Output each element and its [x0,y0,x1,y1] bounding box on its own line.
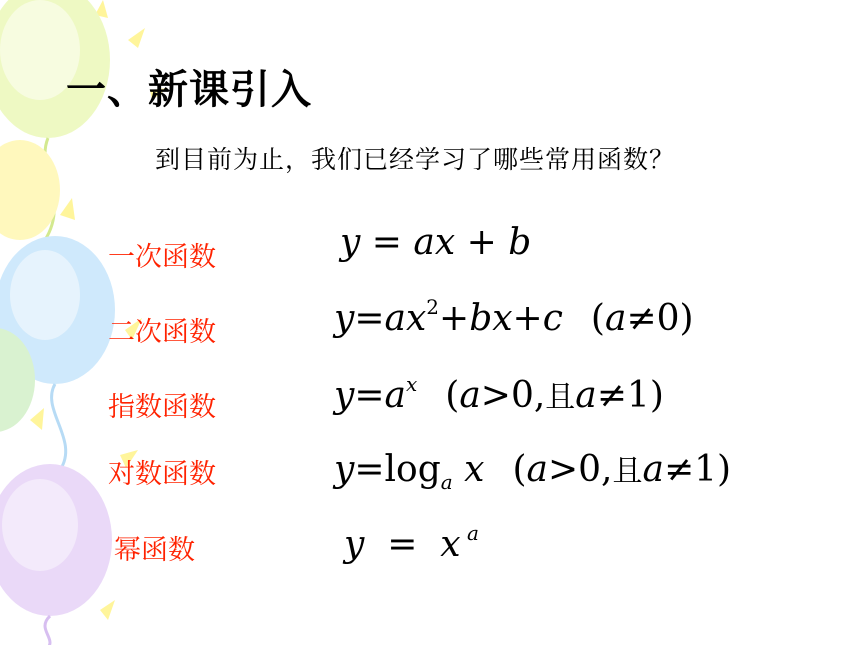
function-label: 幂函数 [114,535,195,566]
formula-quadratic: $y=ax^2+bx+c$ (a≠0) [334,295,694,339]
function-label: 一次函数 [108,242,216,273]
formula-power: y = x $^a$ [344,521,479,565]
formula-linear: y = ax + b [340,222,532,263]
formula-exponential: $y=a^x$ (a>0,且a≠1) [334,372,664,416]
slide-question: 到目前为止，我们已经学习了哪些常用函数？ [155,145,676,174]
function-label: 二次函数 [108,317,216,348]
function-label: 对数函数 [108,459,216,490]
function-label: 指数函数 [108,392,216,423]
slide-title: 一、新课引入 [66,67,312,113]
formula-logarithmic: $y=\log_a$ x (a>0,且a≠1) [334,449,732,494]
